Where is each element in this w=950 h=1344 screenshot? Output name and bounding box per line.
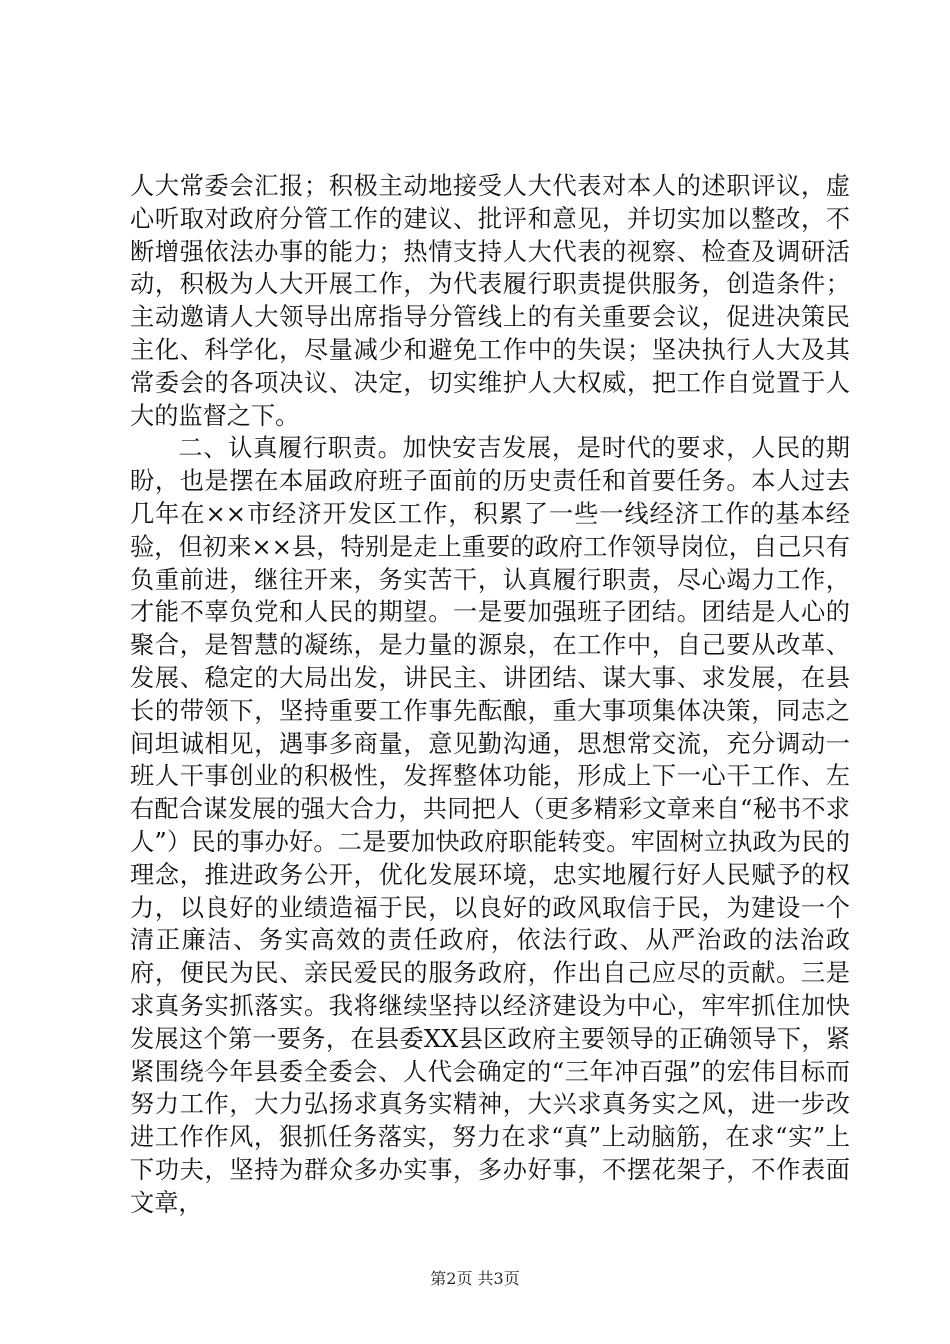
paragraph-2: 二、认真履行职责。加快安吉发展，是时代的要求，人民的期盼，也是摆在本届政府班子面前的历史责任和首要任务。本人过去几年在××市经济开发区工作，积累了一些一线经济工作的基本经验，但初来××县，特别是走上重要的政府工作领导岗位，自己只有负重前进，继往开来，务实苦干，认真履行职责，尽心竭力工作，才能不辜负党和人民的期望。一是要加强班子团结。团结是人心的聚合，是智慧的凝练，是力量的源泉，在工作中，自己要从改革、发展、稳定的大局出发，讲民主、讲团结、谋大事、求发展，在县长的带领下，坚持重要工作事先酝酿，重大事项集体决策，同志之间坦诚相见，遇事多商量，意见勤沟通，思想常交流，充分调动一班人干事创业的积极性，发挥整体功能，形成上下一心干工作、左右配合谋发展的强大合力，共同把人（更多精彩文章来自“秘书不求人”）民的事办好。二是要加快政府职能转变。牢固树立执政为民的理念，推进政务公开，优化发展环境，忠实地履行好人民赋予的权力，以良好的业绩造福于民，以良好的政风取信于民，为建设一个清正廉洁、务实高效的责任政府，依法行政、从严治政的法治政府，便民为民、亲民爱民的服务政府，作出自己应尽的贡献。三是求真务实抓落实。我将继续坚持以经济建设为中心，牢牢抓住加快发展这个第一要务，在县委XX县区政府主要领导的正确领导下，紧紧围绕今年县委全委会、人代会确定的“三年冲百强”的宏伟目标而努力工作，大力弘扬求真务实精神，大兴求真务实之风，进一步改进工作作风，狠抓任务落实，努力在求“真”上动脑筋，在求“实”上下功夫，坚持为群众多办实事，多办好事，不摆花架子，不作表面文章， bbox=[130, 434, 850, 1217]
page-number-footer: 第2页 共3页 bbox=[430, 1269, 520, 1288]
document-body bbox=[130, 170, 850, 1220]
paragraph-1: 人大常委会汇报；积极主动地接受人大代表对本人的述职评议，虚心听取对政府分管工作的建议、批评和意见，并切实加以整改，不断增强依法办事的能力；热情支持人大代表的视察、检查及调研活动，积极为人大开展工作，为代表履行职责提供服务，创造条件；主动邀请人大领导出席指导分管线上的有关重要会议，促进决策民主化、科学化，尽量减少和避免工作中的失误；坚决执行人大及其常委会的各项决议、决定，切实维护人大权威，把工作自觉置于人大的监督之下。 bbox=[130, 172, 850, 430]
